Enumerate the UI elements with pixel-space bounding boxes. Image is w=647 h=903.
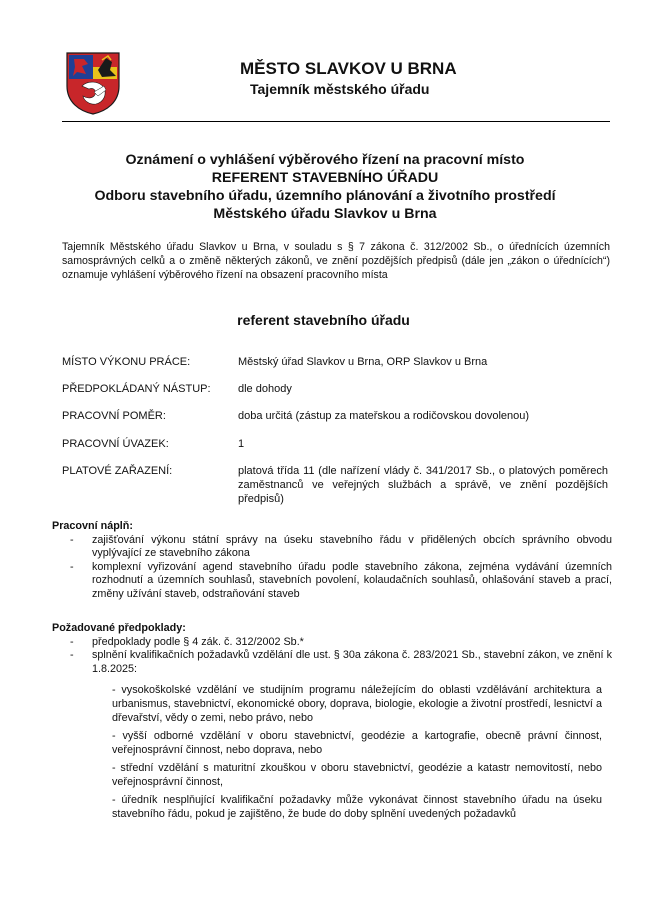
position-title: referent stavebního úřadu <box>237 312 410 328</box>
qualification-sublist <box>112 683 602 821</box>
office-name: Tajemník městského úřadu <box>250 81 430 97</box>
info-value: Městský úřad Slavkov u Brna, ORP Slavkov u Brna <box>238 356 488 368</box>
intro-paragraph: Tajemník Městského úřadu Slavkov u Brna, v souladu s § 7 zákona č. 312/2002 Sb., o úřednících územních samosprávných celků a o změně některých zákonů, ve znění pozdějších předpisů (dále jen „zákon o úřednících“) oznamuje vyhlášení výběrového řízení na obsazení pracovního místa <box>62 241 610 281</box>
title-line-2: REFERENT STAVEBNÍHO ÚŘADU <box>211 170 439 186</box>
info-label: MÍSTO VÝKONU PRÁCE: <box>62 356 191 368</box>
requirements-section <box>52 622 612 676</box>
info-value: platová třída 11 (dle nařízení vlády č. 341/2017 Sb., o platových poměrech zaměstnanců ve veřejných službách a správě, ve znění pozdějších předpisů) <box>238 465 608 505</box>
title-line-3: Odboru stavebního úřadu, územního plánování a životního prostředí <box>94 188 556 204</box>
announcement-title <box>40 151 610 223</box>
list-item: - komplexní vyřizování agend stavebního úřadu podle stavebního zákona, zejména vydávání územních rozhodnutí a územních souhlasů, stavebních povolení, kolaudačních souhlasů, ohlašování staveb a prací, změny užívání staveb, odstraňování staveb <box>52 561 612 602</box>
info-label: PRACOVNÍ ÚVAZEK: <box>62 438 169 450</box>
info-label: PRACOVNÍ POMĚR: <box>62 410 166 422</box>
section-heading: Požadované předpoklady: <box>52 622 186 634</box>
sub-item: - úředník nesplňující kvalifikační požadavky může vykonávat činnost stavebního úřadu na úseku stavebního řádu, pokud je zajištěno, že bude do doby splnění uvedených požadavků <box>112 794 602 820</box>
title-line-4: Městského úřadu Slavkov u Brna <box>213 206 437 222</box>
info-value: dle dohody <box>238 383 292 395</box>
title-line-1: Oznámení o vyhlášení výběrového řízení na pracovní místo <box>125 152 525 168</box>
info-value: 1 <box>238 438 245 450</box>
city-name: MĚSTO SLAVKOV U BRNA <box>240 59 457 78</box>
duties-section <box>52 520 612 601</box>
sub-item: - střední vzdělání s maturitní zkouškou v oboru stavebnictví, geodézie a katastr nemovitostí, nebo veřejnosprávní činnost, <box>112 762 602 788</box>
list-item: - předpoklady podle § 4 zák. č. 312/2002 Sb.* <box>52 636 612 650</box>
sub-item: - vysokoškolské vzdělání ve studijním programu náležejícím do oblasti vzdělávání architektura a urbanismus, stavebnictví, ekonomické obory, doprava, biologie, ekologie a životní prostředí, lesnictví a dřevařství, vědy o zemi, nebo právo, nebo <box>112 684 602 724</box>
letterhead <box>62 50 610 120</box>
city-coat-of-arms <box>64 50 122 116</box>
section-heading: Pracovní náplň: <box>52 520 133 532</box>
list-item: - zajišťování výkonu státní správy na úseku stavebního řádu v přidělených obcích správního obvodu vyplývající ze stavebního zákona <box>52 534 612 561</box>
list-item: - splnění kvalifikačních požadavků vzdělání dle ust. § 30a zákona č. 283/2021 Sb., stavební zákon, ve znění k 1.8.2025: <box>52 649 612 676</box>
header-divider <box>62 121 610 122</box>
sub-item: - vyšší odborné vzdělání v oboru stavebnictví, geodézie a kartografie, obecně právní činnost, veřejnosprávní činnost, nebo doprava, nebo <box>112 730 602 756</box>
info-label: PLATOVÉ ZAŘAZENÍ: <box>62 465 173 477</box>
info-label: PŘEDPOKLÁDANÝ NÁSTUP: <box>62 383 211 395</box>
info-value: doba určitá (zástup za mateřskou a rodičovskou dovolenou) <box>238 410 530 422</box>
